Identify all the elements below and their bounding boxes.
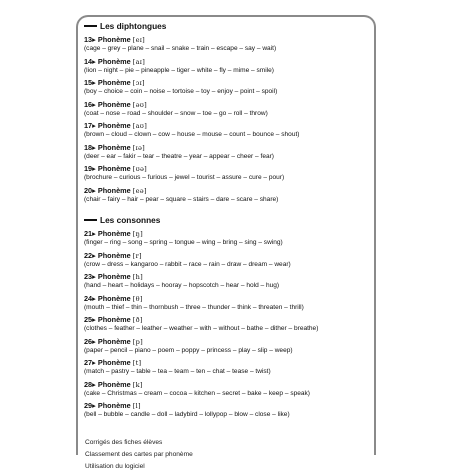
entry-heading xyxy=(84,229,372,239)
example-words: (match – pastry – table – tea – team – ten – chat – tease – twist) xyxy=(84,368,271,375)
example-words: (hand – heart – holidays – hooray – hopscotch – hear – hold – hug) xyxy=(84,282,280,289)
entry-number: 27 xyxy=(84,358,93,367)
phoneme-entry xyxy=(84,337,372,356)
entry-heading xyxy=(84,164,372,174)
phoneme-symbol: [əʊ] xyxy=(132,100,148,109)
phoneme-symbol: [k] xyxy=(132,380,143,389)
phoneme-symbol: [θ] xyxy=(132,294,143,303)
bullet-arrow: ▸ xyxy=(92,401,98,410)
entry-number: 28 xyxy=(84,379,93,389)
entry-heading xyxy=(84,186,372,196)
bullet-arrow: ▸ xyxy=(92,35,98,44)
entry-label: Phonème xyxy=(97,358,131,367)
example-words: (finger – ring – song – spring – tongue – wing – bring – sing – swing) xyxy=(84,239,283,246)
entry-number: 18 xyxy=(84,142,93,152)
example-words: (crow – dress – kangaroo – rabbit – race – rain – draw – dream – wear) xyxy=(84,260,291,268)
entry-number: 22 xyxy=(84,250,93,260)
phoneme-entry xyxy=(84,164,372,183)
entry-label: Phonème xyxy=(97,272,131,281)
entry-number: 19 xyxy=(84,164,93,173)
entry-number: 13 xyxy=(84,35,93,44)
entry-label: Phonème xyxy=(97,35,131,44)
entry-label: Phonème xyxy=(97,336,131,346)
bullet-arrow: ▸ xyxy=(92,185,98,195)
entry-heading xyxy=(84,380,372,390)
bullet-arrow: ▸ xyxy=(92,56,98,66)
footer-line-corriges[interactable]: Corrigés des fiches élèves xyxy=(85,438,163,446)
example-words: (bell – bubble – candle – doll – ladybird – lollypop – blow – close – like) xyxy=(84,411,290,418)
example-words: (deer – ear – fakir – tear – theatre – year – appear – cheer – fear) xyxy=(84,152,274,160)
bullet-arrow: ▸ xyxy=(92,121,98,130)
entry-label: Phonème xyxy=(97,164,131,173)
example-words: (coat – nose – road – shoulder – snow – toe – go – roll – throw) xyxy=(84,109,268,117)
example-words: (paper – pencil – piano – poem – poppy – princess – play – slip – weep) xyxy=(84,346,293,354)
entry-heading xyxy=(84,78,372,88)
entry-label: Phonème xyxy=(97,99,131,109)
bullet-arrow: ▸ xyxy=(92,164,98,173)
entry-heading xyxy=(84,315,372,325)
phoneme-symbol: [r] xyxy=(132,251,142,260)
entry-label: Phonème xyxy=(97,379,131,389)
phoneme-entry xyxy=(84,272,372,291)
bullet-arrow: ▸ xyxy=(92,142,98,152)
bullet-arrow: ▸ xyxy=(92,78,98,87)
phoneme-entry xyxy=(84,401,372,420)
entry-label: Phonème xyxy=(97,185,131,195)
entry-number: 21 xyxy=(84,229,93,238)
example-words: (brochure – curious – furious – jewel – tourist – assure – cure – pour) xyxy=(84,174,285,181)
phoneme-entry xyxy=(84,186,372,205)
phoneme-entry xyxy=(84,57,372,76)
phoneme-entry xyxy=(84,35,372,54)
example-words: (mouth – thief – thin – thornbush – three – thunder – think – threaten – thrill) xyxy=(84,303,304,311)
phoneme-symbol: [ð] xyxy=(132,316,143,324)
entry-heading xyxy=(84,35,372,45)
entry-number: 17 xyxy=(84,121,93,130)
example-words: (clothes – feather – leather – weather – with – without – bathe – dither – breathe) xyxy=(84,325,319,332)
entry-heading xyxy=(84,121,372,131)
phoneme-entry xyxy=(84,143,372,162)
entry-label: Phonème xyxy=(97,293,131,303)
phoneme-symbol: [h] xyxy=(132,273,143,281)
example-words: (lion – night – pie – pineapple – tiger – white – fly – mime – smile) xyxy=(84,66,274,74)
entry-number: 29 xyxy=(84,401,93,410)
phoneme-entry xyxy=(84,358,372,377)
entry-number: 14 xyxy=(84,56,93,66)
example-words: (cake – Christmas – cream – cocoa – kitchen – secret – bake – keep – speak) xyxy=(84,389,310,397)
phoneme-symbol: [l] xyxy=(132,402,141,410)
footer-line-classement[interactable]: Classement des cartes par phonème xyxy=(85,450,193,458)
entry-heading xyxy=(84,272,372,282)
bullet-arrow: ▸ xyxy=(92,315,98,324)
bullet-arrow: ▸ xyxy=(92,99,98,109)
entry-list xyxy=(84,229,372,420)
phoneme-entry xyxy=(84,229,372,248)
phoneme-symbol: [ɔɪ] xyxy=(132,79,145,87)
section-title: Les diphtongues xyxy=(100,21,167,31)
section-diphtongues xyxy=(84,19,372,204)
heading-rule xyxy=(84,25,97,27)
bullet-arrow: ▸ xyxy=(92,358,98,367)
bullet-arrow: ▸ xyxy=(92,379,98,389)
phoneme-symbol: [t] xyxy=(132,359,142,367)
footer-line-logiciel[interactable]: Utilisation du logiciel xyxy=(85,462,145,470)
entry-number: 24 xyxy=(84,293,93,303)
entry-number: 26 xyxy=(84,336,93,346)
entry-heading xyxy=(84,358,372,368)
entry-label: Phonème xyxy=(97,78,131,87)
bullet-arrow: ▸ xyxy=(92,336,98,346)
entry-heading xyxy=(84,100,372,110)
entry-heading xyxy=(84,57,372,67)
phoneme-symbol: [p] xyxy=(132,337,143,346)
entry-label: Phonème xyxy=(97,315,131,324)
example-words: (cage – grey – plane – snail – snake – train – escape – say – wait) xyxy=(84,45,277,52)
phoneme-entry xyxy=(84,294,372,313)
phoneme-entry xyxy=(84,78,372,97)
section-consonnes xyxy=(84,213,372,420)
phoneme-symbol: [aɪ] xyxy=(132,57,146,66)
section-heading xyxy=(84,19,372,33)
entry-label: Phonème xyxy=(97,121,131,130)
bullet-arrow: ▸ xyxy=(92,250,98,260)
phoneme-entry xyxy=(84,380,372,399)
entry-heading xyxy=(84,337,372,347)
entry-heading xyxy=(84,143,372,153)
phoneme-entry xyxy=(84,251,372,270)
section-title: Les consonnes xyxy=(100,215,161,225)
entry-label: Phonème xyxy=(97,250,131,260)
entry-number: 20 xyxy=(84,185,93,195)
bullet-arrow: ▸ xyxy=(92,293,98,303)
heading-rule xyxy=(84,219,97,221)
example-words: (chair – fairy – hair – pear – square – stairs – dare – scare – share) xyxy=(84,195,279,203)
phoneme-symbol: [aʊ] xyxy=(132,122,148,130)
phoneme-symbol: [eə] xyxy=(132,186,147,195)
phoneme-symbol: [eɪ] xyxy=(132,36,146,44)
entry-number: 23 xyxy=(84,272,93,281)
bullet-arrow: ▸ xyxy=(92,272,98,281)
phoneme-symbol: [ʊə] xyxy=(132,165,148,173)
phoneme-symbol: [ɪə] xyxy=(132,143,146,152)
phoneme-entry xyxy=(84,121,372,140)
entry-label: Phonème xyxy=(97,56,131,66)
phoneme-symbol: [ŋ] xyxy=(132,230,143,238)
document-content xyxy=(84,19,372,473)
entry-heading xyxy=(84,251,372,261)
bullet-arrow: ▸ xyxy=(92,229,98,238)
entry-number: 25 xyxy=(84,315,93,324)
example-words: (brown – cloud – clown – cow – house – mouse – count – bounce – shout) xyxy=(84,131,300,138)
entry-label: Phonème xyxy=(97,142,131,152)
entry-heading xyxy=(84,294,372,304)
example-words: (boy – choice – coin – noise – tortoise – toy – enjoy – point – spoil) xyxy=(84,88,278,95)
entry-label: Phonème xyxy=(97,401,131,410)
entry-label: Phonème xyxy=(97,229,131,238)
footer-links xyxy=(84,437,372,473)
entry-number: 16 xyxy=(84,99,93,109)
phoneme-entry xyxy=(84,100,372,119)
entry-list xyxy=(84,35,372,204)
entry-number: 15 xyxy=(84,78,93,87)
phoneme-entry xyxy=(84,315,372,334)
section-heading xyxy=(84,213,372,227)
entry-heading xyxy=(84,401,372,411)
